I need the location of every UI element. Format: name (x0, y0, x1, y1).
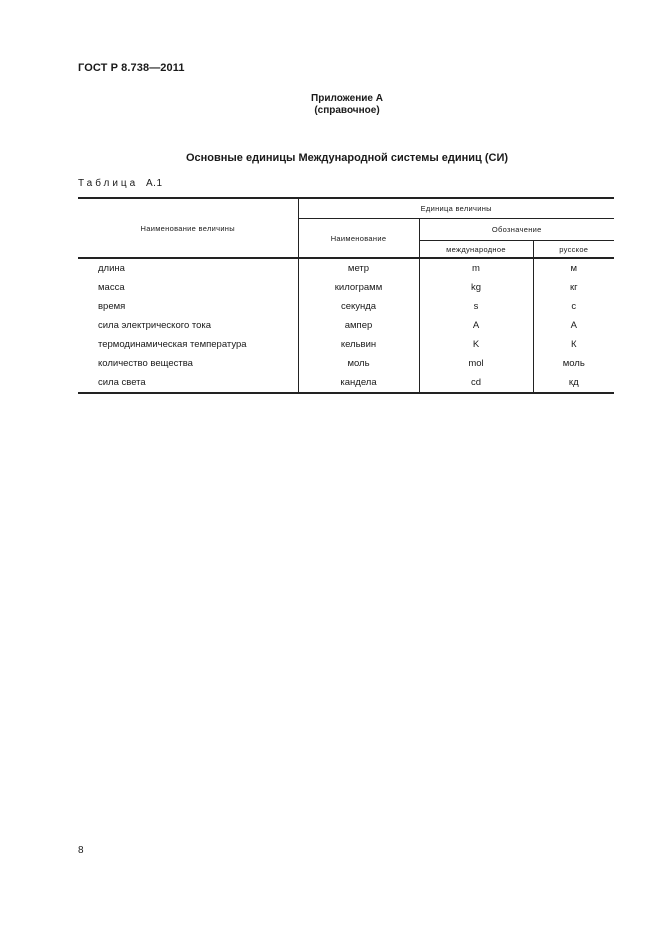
si-units-table (78, 197, 614, 394)
table-row (78, 258, 614, 278)
header-unit: Единица величины (298, 198, 614, 219)
cell-russian: К (533, 335, 614, 354)
cell-international: mol (419, 354, 533, 373)
table-row (78, 316, 614, 335)
cell-unit-name: кельвин (298, 335, 419, 354)
cell-unit-name: метр (298, 258, 419, 278)
cell-unit-name: килограмм (298, 278, 419, 297)
cell-international: s (419, 297, 533, 316)
table-title: Основные единицы Международной системы единиц (СИ) (185, 152, 509, 164)
appendix-title: Приложение А (311, 93, 383, 104)
header-international: международное (419, 241, 533, 259)
table-row (78, 354, 614, 373)
cell-international: m (419, 258, 533, 278)
cell-international: cd (419, 373, 533, 393)
table-row (78, 297, 614, 316)
cell-quantity: термодинамическая температура (78, 335, 298, 354)
page-number: 8 (78, 845, 84, 856)
header-quantity-name: Наименование величины (78, 198, 298, 258)
appendix-type: (справочное) (314, 105, 380, 116)
cell-russian: кг (533, 278, 614, 297)
cell-unit-name: кандела (298, 373, 419, 393)
cell-unit-name: секунда (298, 297, 419, 316)
cell-unit-name: моль (298, 354, 419, 373)
cell-quantity: количество вещества (78, 354, 298, 373)
cell-quantity: длина (78, 258, 298, 278)
cell-russian: с (533, 297, 614, 316)
cell-quantity: время (78, 297, 298, 316)
cell-international: K (419, 335, 533, 354)
cell-russian: кд (533, 373, 614, 393)
cell-russian: м (533, 258, 614, 278)
cell-international: A (419, 316, 533, 335)
table-row (78, 335, 614, 354)
header-designation: Обозначение (419, 219, 614, 241)
appendix-heading (0, 93, 661, 117)
header-unit-name: Наименование (298, 219, 419, 259)
table-label-word: Таблица (78, 178, 139, 189)
cell-international: kg (419, 278, 533, 297)
table-caption (78, 178, 163, 189)
cell-russian: моль (533, 354, 614, 373)
cell-russian: А (533, 316, 614, 335)
header-russian: русское (533, 241, 614, 259)
table-number: А.1 (146, 178, 163, 189)
cell-unit-name: ампер (298, 316, 419, 335)
table-row (78, 373, 614, 393)
cell-quantity: сила света (78, 373, 298, 393)
table-row (78, 278, 614, 297)
cell-quantity: масса (78, 278, 298, 297)
document-code: ГОСТ Р 8.738—2011 (78, 62, 185, 74)
cell-quantity: сила электрического тока (78, 316, 298, 335)
